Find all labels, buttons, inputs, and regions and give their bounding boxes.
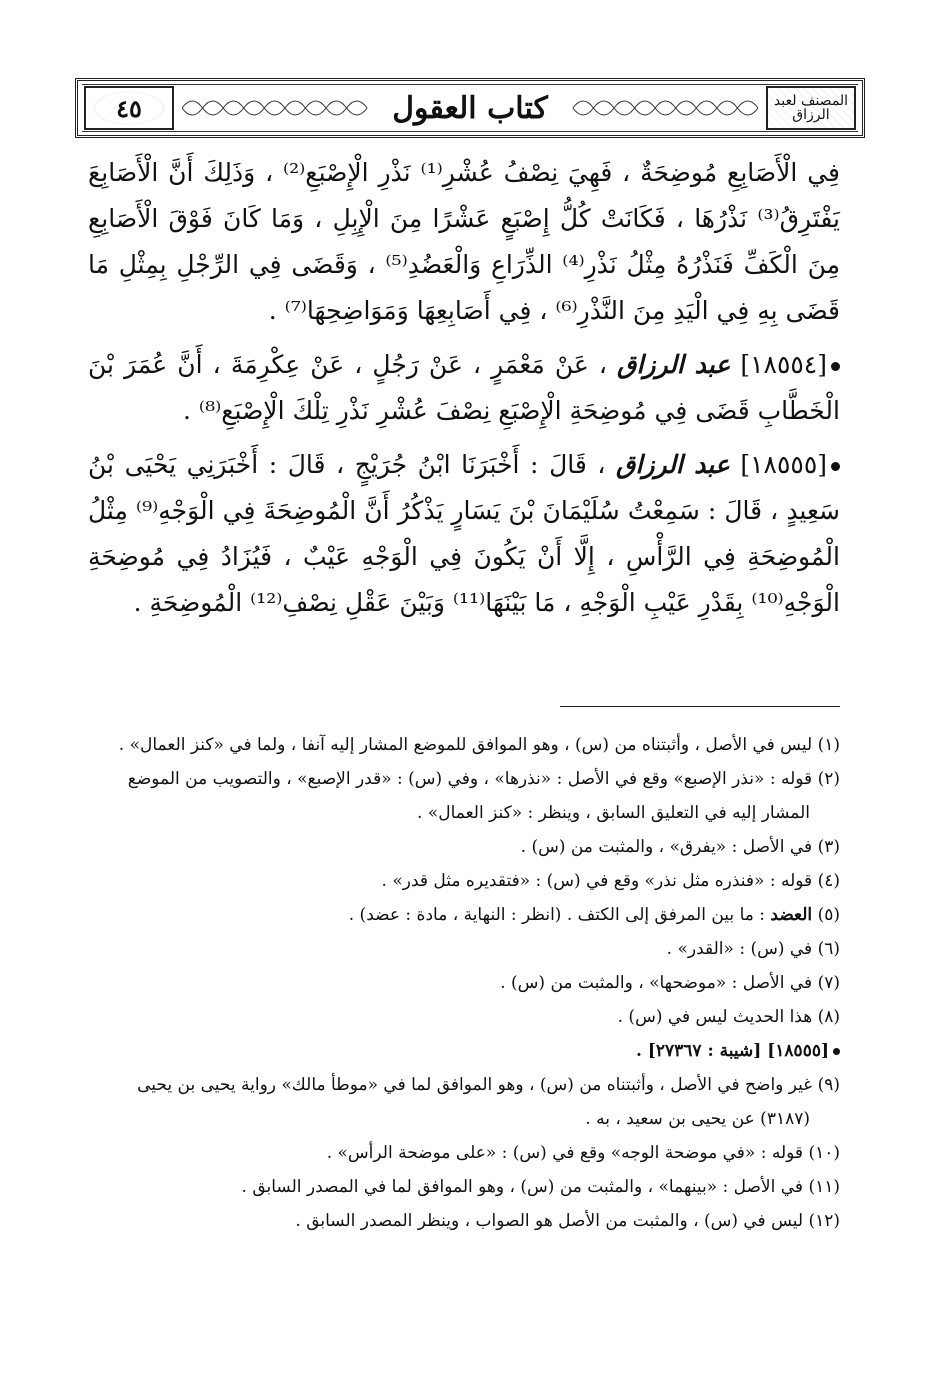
source-reference [88, 1034, 840, 1068]
footnote-2 [88, 762, 840, 830]
hadith-18555 [88, 442, 840, 626]
footnote-11: (١١) في الأصل : «بينهما» ، والمثبت من (س) ، وهو الموافق لما في المصدر السابق . [241, 1177, 840, 1197]
hadith-narrator: عبد الرزاق [616, 450, 730, 479]
hadith-18554 [88, 342, 840, 434]
page-header [75, 78, 865, 138]
footnote-7: (٧) في الأصل : «موضحها» ، والمثبت من (س) . [500, 973, 840, 993]
book-title: كتاب العقول [378, 91, 562, 126]
main-text [88, 150, 840, 634]
hadith-number: [١٨٥٥٤] [740, 350, 827, 379]
footnote-2-continuation: المشار إليه في التعليق السابق ، وينظر : «كنز العمال» . [417, 803, 810, 823]
footnote-1: (١) ليس في الأصل ، وأثبتناه من (س) ، وهو الموافق للموضع المشار إليه آنفا ، ولما في «كنز العمال» . [118, 735, 840, 755]
bullet-icon [831, 362, 840, 371]
page-number: ٤٥ [84, 86, 174, 130]
footnote-4: (٤) قوله : «فنذره مثل نذر» وقع في (س) : «فتقديره مثل قدر» . [381, 871, 840, 891]
bullet-icon [833, 1048, 840, 1055]
header-ornament [182, 86, 758, 130]
footnote-5 [88, 898, 840, 932]
footnote-12: (١٢) ليس في (س) ، والمثبت من الأصل هو الصواب ، وينظر المصدر السابق . [295, 1211, 840, 1231]
hadith-text: ، عَنْ مَعْمَرٍ ، عَنْ رَجُلٍ ، عَنْ عِكْرِمَةَ ، أَنَّ عُمَرَ بْنَ الْخَطَّابِ قَضَى فِي مُوضِحَةِ الْإِصْبَعِ نِصْفَ عُشْرِ نَذْرِ تِلْكَ الْإِصْبَعِ⁽⁸⁾ . [88, 350, 840, 425]
footnotes [88, 728, 840, 1238]
footnote-5-text: : ما بين المرفق إلى الكتف . (انظر : النهاية ، مادة : عضد) . [348, 905, 765, 925]
footnote-5-number: (٥) [817, 905, 840, 925]
footnote-3: (٣) في الأصل : «يفرق» ، والمثبت من (س) . [520, 837, 840, 857]
hadith-narrator: عبد الرزاق [617, 350, 731, 379]
book-logo: المصنف لعبد الرزاق [766, 86, 856, 130]
footnote-divider [560, 706, 840, 707]
footnote-6: (٦) في (س) : «القدر» . [666, 939, 840, 959]
source-reference-text: [١٨٥٥٥] [شيبة : ٢٧٣٦٧] . [636, 1041, 829, 1061]
footnote-9 [88, 1068, 840, 1136]
footnote-5-term: العضد [770, 905, 813, 925]
footnote-10: (١٠) قوله : «في موضحة الوجه» وقع في (س) : «على موضحة الرأس» . [326, 1143, 840, 1163]
footnote-9-text: (٩) غير واضح في الأصل ، وأثبتناه من (س) ، وهو الموافق لما في «موطأ مالك» رواية يحيى بن يحيى [137, 1075, 840, 1095]
hadith-text: ، قَالَ : أَخْبَرَنَا ابْنُ جُرَيْجٍ ، قَالَ : أَخْبَرَنِي يَحْيَى بْنُ سَعِيدٍ ، قَالَ : سَمِعْتُ سُلَيْمَانَ بْنَ يَسَارٍ يَذْكُرُ أَنَّ الْمُوضِحَةَ فِي الْوَجْهِ⁽⁹⁾ مِثْلُ الْمُوضِحَةِ فِي الرَّأْسِ ، إِلَّا أَنْ يَكُونَ فِي الْوَجْهِ عَيْبٌ ، فَيُزَادُ فِي مُوضِحَةِ الْوَجْهِ⁽¹⁰⁾ بِقَدْرِ عَيْبِ الْوَجْهِ ، مَا بَيْنَهَا⁽¹¹⁾ وَبَيْنَ عَقْلِ نِصْفِ⁽¹²⁾ الْمُوضِحَةِ . [88, 450, 840, 617]
footnote-8: (٨) هذا الحديث ليس في (س) . [617, 1007, 840, 1027]
footnote-2-text: (٢) قوله : «نذر الإصبع» وقع في الأصل : «نذرها» ، وفي (س) : «قدر الإصبع» ، والتصويب من الموضع [127, 769, 840, 789]
bullet-icon [831, 462, 840, 471]
paragraph-continuation: فِي الْأَصَابِعِ مُوضِحَةٌ ، فَهِيَ نِصْفُ عُشْرِ⁽¹⁾ نَذْرِ الْإِصْبَعِ⁽²⁾ ، وَذَلِكَ أَنَّ الْأَصَابِعَ يَفْتَرِقُ⁽³⁾ نَذْرُهَا ، فَكَانَتْ كُلُّ إِصْبَعٍ عَشْرًا مِنَ الْإِبِلِ ، وَمَا كَانَ فَوْقَ الْأَصَابِعِ مِنَ الْكَفِّ فَنَذْرُهُ مِثْلُ نَذْرِ⁽⁴⁾ الذِّرَاعِ وَالْعَضُدِ⁽⁵⁾ ، وَقَضَى فِي الرِّجْلِ بِمِثْلِ مَا قَضَى بِهِ فِي الْيَدِ مِنَ النَّذْرِ⁽⁶⁾ ، فِي أَصَابِعِهَا وَمَوَاضِحِهَا⁽⁷⁾ . [88, 158, 840, 325]
hadith-number: [١٨٥٥٥] [740, 450, 828, 479]
footnote-9-continuation: (٣١٨٧) عن يحيى بن سعيد ، به . [585, 1109, 810, 1129]
